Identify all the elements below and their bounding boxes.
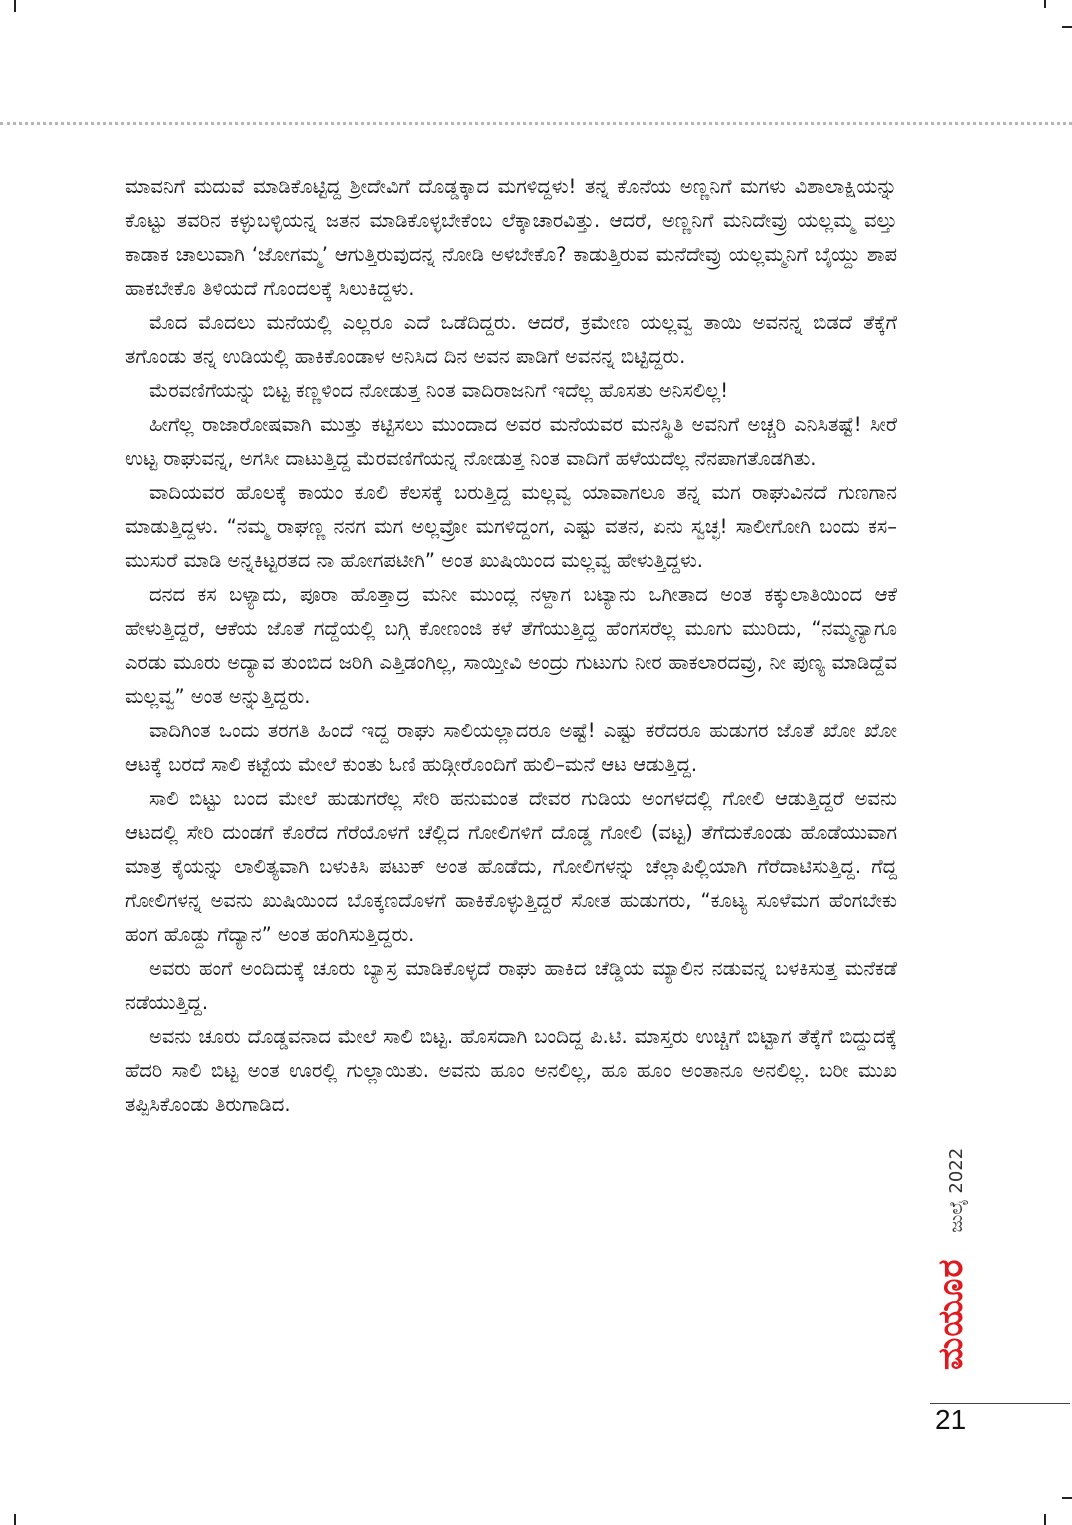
crop-mark-top-right — [1044, 0, 1046, 8]
crop-mark-bottom-right — [1044, 1514, 1046, 1525]
paragraph: ಮೊದ ಮೊದಲು ಮನೆಯಲ್ಲಿ ಎಲ್ಲರೂ ಎದೆ ಒಡೆದಿದ್ದರು. ಆದರೆ, ಕ್ರಮೇಣ ಯಲ್ಲವ್ವ ತಾಯಿ ಅವನನ್ನ ಬಿಡದೆ ತೆಕ್ಕೆಗೆ ತಗೊಂಡು ತನ್ನ ಉಡಿಯಲ್ಲಿ ಹಾಕಿಕೊಂಡಾಳ ಅನಿಸಿದ ದಿನ ಅವನ ಪಾಡಿಗೆ ಅವನನ್ನ ಬಿಟ್ಟಿದ್ದರು. — [125, 311, 897, 368]
paragraph: ಮಾವನಿಗೆ ಮದುವೆ ಮಾಡಿಕೊಟ್ಟಿದ್ದ ಶ್ರೀದೇವಿಗೆ ದೊಡ್ಡಕ್ಕಾದ ಮಗಳಿದ್ದಳು! ತನ್ನ ಕೊನೆಯ ಅಣ್ಣನಿಗೆ ಮಗಳು ವಿಶಾಲಾಕ್ಷಿಯನ್ನು ಕೊಟ್ಟು ತವರಿನ ಕಳ್ಳುಬಳ್ಳಿಯನ್ನ ಜತನ ಮಾಡಿಕೊಳ್ಳಬೇಕೆಂಬ ಲೆಕ್ಕಾಚಾರವಿತ್ತು. ಆದರೆ, ಅಣ್ಣನಿಗೆ ಮನಿದೇವ್ರು ಯಲ್ಲಮ್ಮ ವಲ್ತು ಕಾಡಾಕ ಚಾಲುವಾಗಿ ‘ಜೋಗಮ್ಮ’ ಆಗುತ್ತಿರುವುದನ್ನ ನೋಡಿ ಅಳಬೇಕೊ? ಕಾಡುತ್ತಿರುವ ಮನೆದೇವ್ರು ಯಲ್ಲಮ್ಮನಿಗೆ ಬೈಯ್ದು ಶಾಪ ಹಾಕಬೇಕೊ ತಿಳಿಯದೆ ಗೊಂದಲಕ್ಕೆ ಸಿಲುಕಿದ್ದಳು. — [125, 175, 897, 300]
magazine-name: ಮಯೂರ — [931, 1258, 971, 1370]
crop-mark-bottom-left — [14, 1514, 16, 1525]
paragraph: ಅವರು ಹಂಗೆ ಅಂದಿದುಕ್ಕೆ ಚೂರು ಬ್ಯಾಸ್ರ ಮಾಡಿಕೊಳ್ಳದೆ ರಾಘು ಹಾಕಿದ ಚೆಡ್ಡಿಯ ಮ್ಯಾಲಿನ ನಡುವನ್ನ ಬಳಕಿಸುತ್ತ ಮನೆಕಡೆ ನಡೆಯುತ್ತಿದ್ದ. — [125, 957, 897, 1014]
issue-date: ಜುಲೈ 2022 — [946, 1147, 967, 1233]
crop-mark-top-left — [14, 0, 16, 12]
paragraph: ವಾದಿಗಿಂತ ಒಂದು ತರಗತಿ ಹಿಂದೆ ಇದ್ದ ರಾಘು ಸಾಲಿಯಲ್ಲಾದರೂ ಅಷ್ಟೆ! ಎಷ್ಟು ಕರೆದರೂ ಹುಡುಗರ ಜೊತೆ ಖೋ ಖೋ ಆಟಕ್ಕೆ ಬರದೆ ಸಾಲಿ ಕಟ್ಟೆಯ ಮೇಲೆ ಕುಂತು ಓಣಿ ಹುಡ್ಗೀರೊಂದಿಗೆ ಹುಲಿ–ಮನೆ ಆಟ ಆಡುತ್ತಿದ್ದ. — [125, 719, 897, 776]
paragraph: ಹೀಗೆಲ್ಲ ರಾಜಾರೋಷವಾಗಿ ಮುತ್ತು ಕಟ್ಟಿಸಲು ಮುಂದಾದ ಅವರ ಮನೆಯವರ ಮನಸ್ಥಿತಿ ಅವನಿಗೆ ಅಚ್ಚರಿ ಎನಿಸಿತಷ್ಟೆ! ಸೀರೆ ಉಟ್ಟ ರಾಘುವನ್ನ, ಅಗಸೀ ದಾಟುತ್ತಿದ್ದ ಮೆರವಣಿಗೆಯನ್ನ ನೋಡುತ್ತ ನಿಂತ ವಾದಿಗೆ ಹಳೆಯದೆಲ್ಲ ನೆನಪಾಗತೊಡಗಿತು. — [125, 413, 897, 470]
paragraph: ಸಾಲಿ ಬಿಟ್ಟು ಬಂದ ಮೇಲೆ ಹುಡುಗರೆಲ್ಲ ಸೇರಿ ಹನುಮಂತ ದೇವರ ಗುಡಿಯ ಅಂಗಳದಲ್ಲಿ ಗೋಲಿ ಆಡುತ್ತಿದ್ದರೆ ಅವನು ಆಟದಲ್ಲಿ ಸೇರಿ ದುಂಡಗೆ ಕೊರೆದ ಗೆರೆಯೊಳಗೆ ಚೆಲ್ಲಿದ ಗೋಲಿಗಳಿಗೆ ದೊಡ್ಡ ಗೋಲಿ (ವಟ್ಟ) ತೆಗೆದುಕೊಂಡು ಹೊಡೆಯುವಾಗ ಮಾತ್ರ ಕೈಯನ್ನು ಲಾಲಿತ್ಯವಾಗಿ ಬಳುಕಿಸಿ ಪಟುಕ್ ಅಂತ ಹೊಡೆದು, ಗೋಲಿಗಳನ್ನು ಚೆಲ್ಲಾಪಿಲ್ಲಿಯಾಗಿ ಗೆರೆದಾಟಿಸುತ್ತಿದ್ದ. ಗೆದ್ದ ಗೋಲಿಗಳನ್ನ ಅವನು ಖುಷಿಯಿಂದ ಬೊಕ್ಕಣದೊಳಗೆ ಹಾಕಿಕೊಳ್ಳುತ್ತಿದ್ದರೆ ಸೋತ ಹುಡುಗರು, “ಕೂಟ್ಯ ಸೂಳೆಮಗ ಹೆಂಗಬೇಕು ಹಂಗ ಹೊಡ್ದು ಗೆದ್ಯಾನ” ಅಂತ ಹಂಗಿಸುತ್ತಿದ್ದರು. — [125, 787, 897, 946]
article-body — [125, 170, 897, 1122]
crop-mark-right-top — [1062, 26, 1072, 28]
paragraph: ಮೆರವಣಿಗೆಯನ್ನು ಬಿಟ್ಟ ಕಣ್ಣಳಿಂದ ನೋಡುತ್ತ ನಿಂತ ವಾದಿರಾಜನಿಗೆ ಇದೆಲ್ಲ ಹೊಸತು ಅನಿಸಲಿಲ್ಲ! — [149, 379, 729, 402]
crop-mark-right-bottom — [1062, 1497, 1072, 1499]
magazine-sidebar — [931, 1148, 971, 1370]
page-number: 21 — [935, 1404, 967, 1435]
paragraph: ವಾದಿಯವರ ಹೊಲಕ್ಕೆ ಕಾಯಂ ಕೂಲಿ ಕೆಲಸಕ್ಕೆ ಬರುತ್ತಿದ್ದ ಮಲ್ಲವ್ವ ಯಾವಾಗಲೂ ತನ್ನ ಮಗ ರಾಘುವಿನದೆ ಗುಣಗಾನ ಮಾಡುತ್ತಿದ್ದಳು. “ನಮ್ಮ ರಾಘಣ್ಣ ನನಗ ಮಗ ಅಲ್ಲವ್ರೋ ಮಗಳಿದ್ದಂಗ, ಎಷ್ಟು ವತನ, ಏನು ಸ್ವಚ್ಛ! ಸಾಲೀಗೋಗಿ ಬಂದು ಕಸ–ಮುಸುರೆ ಮಾಡಿ ಅನ್ನಕಿಟ್ಟರತದ ನಾ ಹೋಗಪಟೀಗಿ” ಅಂತ ಖುಷಿಯಿಂದ ಮಲ್ಲವ್ವ ಹೇಳುತ್ತಿದ್ದಳು. — [125, 481, 897, 572]
paragraph: ಅವನು ಚೂರು ದೊಡ್ಡವನಾದ ಮೇಲೆ ಸಾಲಿ ಬಿಟ್ಟ. ಹೊಸದಾಗಿ ಬಂದಿದ್ದ ಪಿ.ಟಿ. ಮಾಸ್ತರು ಉಚ್ಚಿಗೆ ಬಿಟ್ಟಾಗ ತೆಕ್ಕೆಗೆ ಬಿದ್ದುದಕ್ಕೆ ಹೆದರಿ ಸಾಲಿ ಬಿಟ್ಟ ಅಂತ ಊರಲ್ಲಿ ಗುಲ್ಲಾಯಿತು. ಅವನು ಹೂಂ ಅನಲಿಲ್ಲ, ಹೂ ಹೂಂ ಅಂತಾನೂ ಅನಲಿಲ್ಲ. ಬರೀ ಮುಖ ತಪ್ಪಿಸಿಕೊಂಡು ತಿರುಗಾಡಿದ. — [125, 1025, 897, 1116]
header-dotted-rule — [0, 122, 1072, 125]
paragraph: ದನದ ಕಸ ಬಳ್ಯಾದು, ಪೂರಾ ಹೊತ್ತಾದ್ರ ಮನೀ ಮುಂದ್ಲ ನಳ್ದಾಗ ಬಟ್ಯಾನು ಒಗೀತಾದ ಅಂತ ಕಕ್ಕುಲಾತಿಯಿಂದ ಆಕೆ ಹೇಳುತ್ತಿದ್ದರೆ, ಆಕೆಯ ಜೊತೆ ಗದ್ದೆಯಲ್ಲಿ ಬಗ್ಗಿ ಕೋಣಂಜಿ ಕಳೆ ತೆಗೆಯುತ್ತಿದ್ದ ಹೆಂಗಸರೆಲ್ಲ ಮೂಗು ಮುರಿದು, “ನಮ್ಮನ್ಯಾಗೂ ಎರಡು ಮೂರು ಅದ್ಯಾವ ತುಂಬಿದ ಜರಿಗಿ ಎತ್ತಿಡಂಗಿಲ್ಲ, ಸಾಯ್ತೀವಿ ಅಂದ್ರು ಗುಟುಗು ನೀರ ಹಾಕಲಾರದವ್ರು, ನೀ ಪುಣ್ಯ ಮಾಡಿದ್ದೆವ ಮಲ್ಲವ್ವ” ಅಂತ ಅನ್ನುತ್ತಿದ್ದರು. — [125, 583, 897, 708]
